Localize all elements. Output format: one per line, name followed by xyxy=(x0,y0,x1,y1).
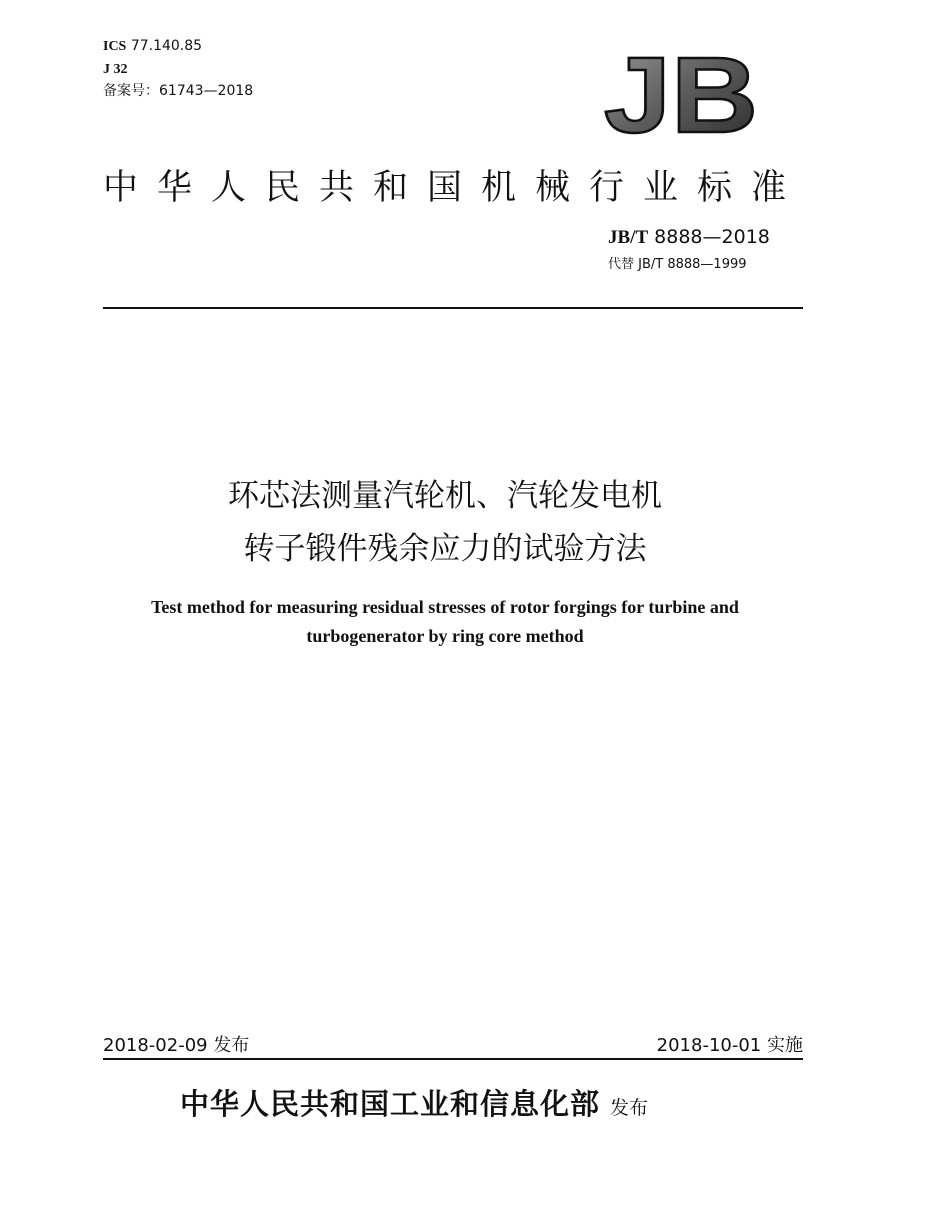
record-value: 61743—2018 xyxy=(159,83,254,99)
standard-code: 8888—2018 xyxy=(654,226,770,248)
standard-number xyxy=(608,226,770,249)
issuing-authority xyxy=(180,1082,648,1123)
ics-value: 77.140.85 xyxy=(130,38,203,54)
top-divider xyxy=(103,307,803,309)
english-title-line-1: Test method for measuring residual stresses of rotor forgings for turbine and xyxy=(151,597,739,617)
standard-prefix: JB/T xyxy=(608,227,649,248)
replaces-standard: 代替 JB/T 8888—1999 xyxy=(608,257,747,272)
logo-text: JB xyxy=(604,46,758,140)
english-title-line-2: turbogenerator by ring core method xyxy=(306,626,584,646)
implementation-date: 2018-10-01 实施 xyxy=(656,1035,803,1056)
issuer-suffix: 发布 xyxy=(610,1097,649,1119)
bottom-divider xyxy=(103,1058,803,1060)
ics-code xyxy=(103,38,202,55)
chinese-title-line-2: 转子锻件残余应力的试验方法 xyxy=(243,531,647,567)
record-label: 备案号： xyxy=(103,83,159,99)
jb-logo xyxy=(600,46,762,140)
ccs-code xyxy=(103,61,128,78)
chinese-title-line-1: 环芯法测量汽轮机、汽轮发电机 xyxy=(228,478,662,514)
record-number xyxy=(103,83,253,99)
industry-standard-title: 中华人民共和国机械行业标准 xyxy=(103,168,806,208)
ics-label: ICS xyxy=(103,39,127,54)
issue-date: 2018-02-09 发布 xyxy=(103,1035,250,1056)
ccs-value: J 32 xyxy=(103,62,128,77)
issuer-name: 中华人民共和国工业和信息化部 xyxy=(180,1087,601,1121)
